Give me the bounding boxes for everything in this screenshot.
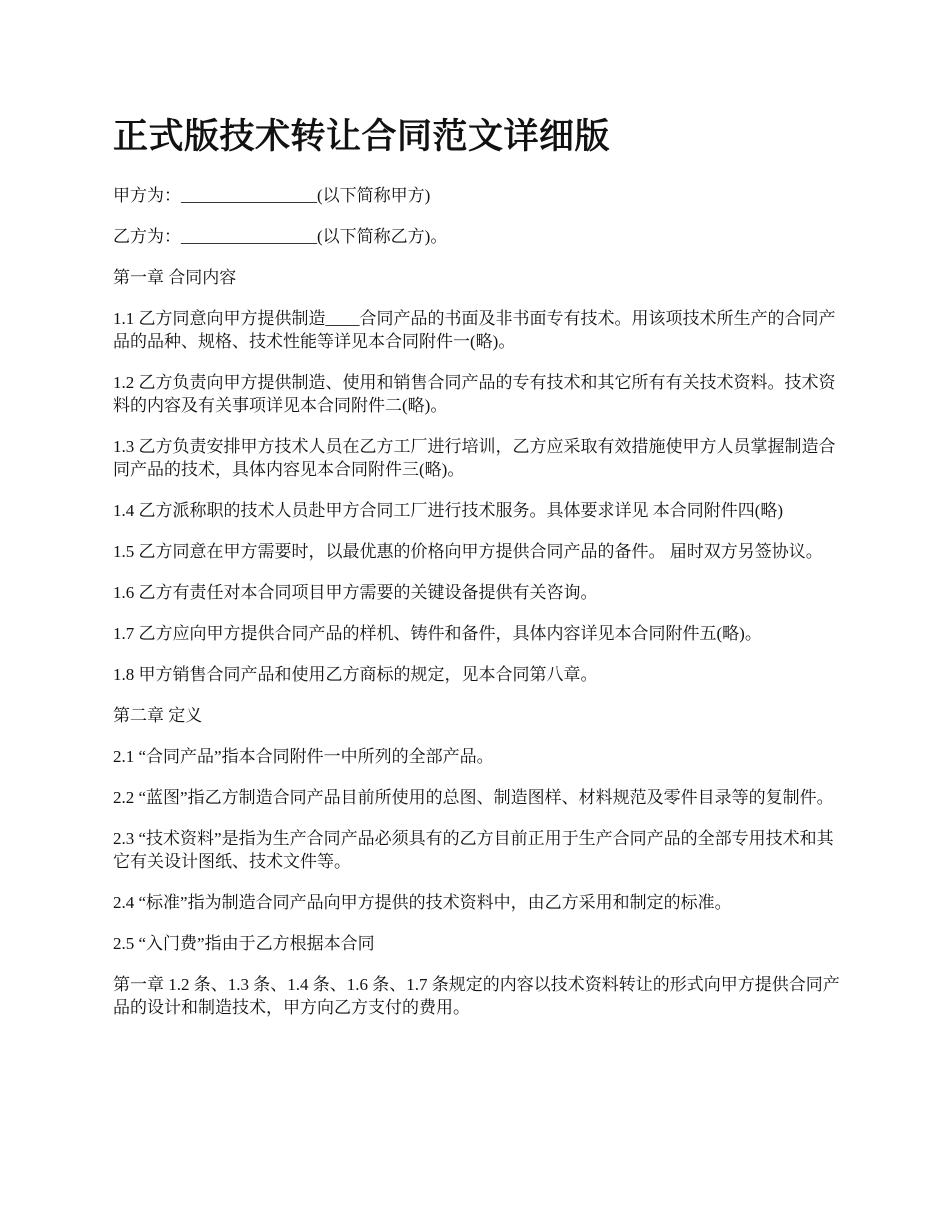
clause-1-4: 1.4 乙方派称职的技术人员赴甲方合同工厂进行技术服务。具体要求详见 本合同附件四(略) <box>113 501 784 520</box>
clause-1-5: 1.5 乙方同意在甲方需要时，以最优惠的价格向甲方提供合同产品的备件。 届时双方另签协议。 <box>113 542 823 561</box>
document-title: 正式版技术转让合同范文详细版 <box>113 116 611 157</box>
party-a-line: 甲方为：________________(以下简称甲方) <box>113 186 431 205</box>
clause-1-1: 1.1 乙方同意向甲方提供制造____合同产品的书面及非书面专有技术。用该项技术所生产的合同产品的品种、规格、技术性能等详见本合同附件一(略)。 <box>113 309 836 351</box>
clause-2-4: 2.4 “标准”指为制造合同产品向甲方提供的技术资料中，由乙方采用和制定的标准。 <box>113 893 732 912</box>
clause-2-1: 2.1 “合同产品”指本合同附件一中所列的全部产品。 <box>113 747 494 766</box>
clause-2-2: 2.2 “蓝图”指乙方制造合同产品目前所使用的总图、制造图样、材料规范及零件目录等的复制件。 <box>113 788 834 807</box>
clause-1-7: 1.7 乙方应向甲方提供合同产品的样机、铸件和备件，具体内容详见本合同附件五(略)。 <box>113 624 762 643</box>
party-b-line: 乙方为：________________(以下简称乙方)。 <box>113 227 448 246</box>
clause-2-5-continuation: 第一章 1.2 条、1.3 条、1.4 条、1.6 条、1.7 条规定的内容以技术资料转让的形式向甲方提供合同产品的设计和制造技术，甲方向乙方支付的费用。 <box>113 975 840 1017</box>
chapter-1-heading: 第一章 合同内容 <box>113 268 237 287</box>
clause-1-6: 1.6 乙方有责任对本合同项目甲方需要的关键设备提供有关咨询。 <box>113 583 598 602</box>
clause-1-2: 1.2 乙方负责向甲方提供制造、使用和销售合同产品的专有技术和其它所有有关技术资料。技术资料的内容及有关事项详见本合同附件二(略)。 <box>113 373 836 415</box>
document-body <box>113 112 843 1037</box>
clause-1-3: 1.3 乙方负责安排甲方技术人员在乙方工厂进行培训，乙方应采取有效措施使甲方人员掌握制造合同产品的技术，具体内容见本合同附件三(略)。 <box>113 437 836 479</box>
clause-1-8: 1.8 甲方销售合同产品和使用乙方商标的规定，见本合同第八章。 <box>113 665 598 684</box>
chapter-2-heading: 第二章 定义 <box>113 706 203 725</box>
clause-2-3: 2.3 “技术资料”是指为生产合同产品必须具有的乙方目前正用于生产合同产品的全部专用技术和其它有关设计图纸、技术文件等。 <box>113 829 834 871</box>
clause-2-5: 2.5 “入门费”指由于乙方根据本合同 <box>113 934 375 953</box>
